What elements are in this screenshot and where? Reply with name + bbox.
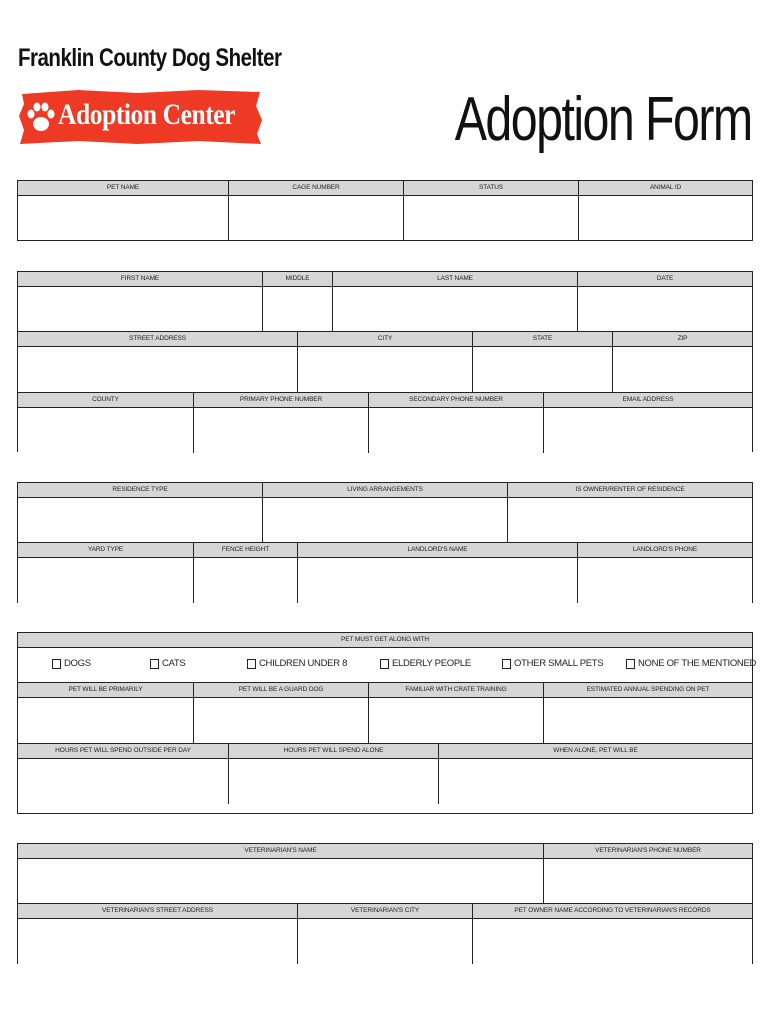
zip-label: ZIP	[613, 332, 752, 347]
primarily-field[interactable]	[18, 698, 193, 743]
first-name-field[interactable]	[18, 287, 262, 331]
residence-type-label: RESIDENCE TYPE	[18, 483, 262, 498]
hours-alone-field[interactable]	[229, 759, 438, 804]
first-name-label: FIRST NAME	[18, 272, 262, 287]
status-label: STATUS	[404, 181, 578, 196]
date-field[interactable]	[578, 287, 752, 331]
annual-spending-cell	[544, 683, 752, 743]
landlord-name-field[interactable]	[298, 558, 577, 603]
email-field[interactable]	[544, 408, 752, 453]
living-arrangements-field[interactable]	[263, 498, 507, 542]
secondary-phone-field[interactable]	[369, 408, 543, 453]
pet-owner-name-cell	[473, 904, 752, 964]
option-dogs[interactable]	[52, 658, 91, 669]
elderly-label: ELDERLY PEOPLE	[392, 658, 471, 669]
pet-owner-name-label: PET OWNER NAME ACCORDING TO VETERINARIAN'S RECORDS	[473, 904, 752, 919]
guard-dog-cell	[194, 683, 369, 743]
children-checkbox[interactable]	[247, 659, 256, 669]
compatibility-section	[17, 632, 757, 814]
yard-type-label: YARD TYPE	[18, 543, 193, 558]
primarily-label: PET WILL BE PRIMARILY	[18, 683, 193, 698]
option-none[interactable]	[626, 658, 756, 669]
owner-renter-field[interactable]	[508, 498, 752, 542]
county-cell	[18, 393, 194, 453]
vet-name-field[interactable]	[18, 859, 543, 903]
zip-field[interactable]	[613, 347, 752, 392]
owner-renter-cell	[508, 483, 752, 542]
street-address-label: STREET ADDRESS	[18, 332, 297, 347]
middle-cell	[263, 272, 333, 331]
state-field[interactable]	[473, 347, 612, 392]
last-name-field[interactable]	[333, 287, 577, 331]
last-name-label: LAST NAME	[333, 272, 577, 287]
shelter-name: Franklin County Dog Shelter	[18, 44, 282, 72]
owner-renter-label: IS OWNER/RENTER OF RESIDENCE	[508, 483, 752, 498]
banner-text: Adoption Center	[58, 98, 236, 131]
vet-city-cell	[298, 904, 473, 964]
pet-name-field[interactable]	[18, 196, 228, 240]
vet-street-cell	[18, 904, 298, 964]
yard-type-cell	[18, 543, 194, 603]
hours-alone-cell	[229, 744, 439, 804]
form-title: Adoption Form	[455, 85, 752, 154]
landlord-phone-field[interactable]	[578, 558, 752, 603]
cats-checkbox[interactable]	[150, 659, 159, 669]
vet-phone-label: VETERINARIAN'S PHONE NUMBER	[544, 844, 752, 859]
primary-phone-label: PRIMARY PHONE NUMBER	[194, 393, 368, 408]
vet-phone-field[interactable]	[544, 859, 752, 903]
crate-training-label: FAMILIAR WITH CRATE TRAINING	[369, 683, 543, 698]
small-pets-label: OTHER SMALL PETS	[514, 658, 604, 669]
last-name-cell	[333, 272, 578, 331]
date-cell	[578, 272, 752, 331]
cats-label: CATS	[162, 658, 186, 669]
zip-cell	[613, 332, 752, 392]
street-address-cell	[18, 332, 298, 392]
status-field[interactable]	[404, 196, 578, 240]
animal-id-cell	[579, 181, 752, 240]
pet-name-label: PET NAME	[18, 181, 228, 196]
dogs-checkbox[interactable]	[52, 659, 61, 669]
dogs-label: DOGS	[64, 658, 91, 669]
street-address-field[interactable]	[18, 347, 297, 392]
option-elderly[interactable]	[380, 658, 471, 669]
none-checkbox[interactable]	[626, 659, 635, 669]
when-alone-label: WHEN ALONE, PET WILL BE	[439, 744, 752, 759]
vet-street-field[interactable]	[18, 919, 297, 964]
option-small-pets[interactable]	[502, 658, 603, 669]
pet-info-section	[17, 180, 753, 241]
option-cats[interactable]	[150, 658, 185, 669]
county-field[interactable]	[18, 408, 193, 453]
cage-number-field[interactable]	[229, 196, 403, 240]
animal-id-field[interactable]	[579, 196, 752, 240]
vet-city-field[interactable]	[298, 919, 472, 964]
living-arrangements-cell	[263, 483, 508, 542]
first-name-cell	[18, 272, 263, 331]
vet-phone-cell	[544, 844, 752, 903]
city-cell	[298, 332, 473, 392]
cage-number-cell	[229, 181, 404, 240]
yard-type-field[interactable]	[18, 558, 193, 603]
hours-alone-label: HOURS PET WILL SPEND ALONE	[229, 744, 438, 759]
email-cell	[544, 393, 752, 453]
children-label: CHILDREN UNDER 8	[259, 658, 348, 669]
when-alone-field[interactable]	[439, 759, 752, 804]
county-label: COUNTY	[18, 393, 193, 408]
vet-name-cell	[18, 844, 544, 903]
date-label: DATE	[578, 272, 752, 287]
fence-height-label: FENCE HEIGHT	[194, 543, 297, 558]
residence-type-cell	[18, 483, 263, 542]
hours-outside-field[interactable]	[18, 759, 228, 804]
secondary-phone-label: SECONDARY PHONE NUMBER	[369, 393, 543, 408]
hours-outside-cell	[18, 744, 229, 804]
vet-name-label: VETERINARIAN'S NAME	[18, 844, 543, 859]
middle-field[interactable]	[263, 287, 332, 331]
primarily-cell	[18, 683, 194, 743]
city-label: CITY	[298, 332, 472, 347]
adoption-center-banner	[18, 88, 264, 146]
fence-height-cell	[194, 543, 298, 603]
email-label: EMAIL ADDRESS	[544, 393, 752, 408]
annual-spending-field[interactable]	[544, 698, 752, 743]
state-label: STATE	[473, 332, 612, 347]
primary-phone-field[interactable]	[194, 408, 368, 453]
landlord-name-cell	[298, 543, 578, 603]
crate-training-cell	[369, 683, 544, 743]
when-alone-cell	[439, 744, 752, 804]
crate-training-field[interactable]	[369, 698, 543, 743]
living-arrangements-label: LIVING ARRANGEMENTS	[263, 483, 507, 498]
pet-name-cell	[18, 181, 229, 240]
residence-section	[17, 482, 753, 603]
state-cell	[473, 332, 613, 392]
landlord-phone-label: LANDLORD'S PHONE	[578, 543, 752, 558]
get-along-heading: PET MUST GET ALONG WITH	[18, 633, 752, 648]
guard-dog-field[interactable]	[194, 698, 368, 743]
elderly-checkbox[interactable]	[380, 659, 389, 669]
guard-dog-label: PET WILL BE A GUARD DOG	[194, 683, 368, 698]
paw-print-icon	[26, 100, 56, 134]
cage-number-label: CAGE NUMBER	[229, 181, 403, 196]
vet-city-label: VETERINARIAN'S CITY	[298, 904, 472, 919]
get-along-options	[18, 648, 757, 683]
none-label: NONE OF THE MENTIONED	[638, 658, 757, 669]
owner-info-section	[17, 271, 753, 452]
annual-spending-label: ESTIMATED ANNUAL SPENDING ON PET	[544, 683, 752, 698]
small-pets-checkbox[interactable]	[502, 659, 511, 669]
vet-street-label: VETERINARIAN'S STREET ADDRESS	[18, 904, 297, 919]
option-children[interactable]	[247, 658, 347, 669]
city-field[interactable]	[298, 347, 472, 392]
fence-height-field[interactable]	[194, 558, 297, 603]
primary-phone-cell	[194, 393, 369, 453]
residence-type-field[interactable]	[18, 498, 262, 542]
hours-outside-label: HOURS PET WILL SPEND OUTSIDE PER DAY	[18, 744, 228, 759]
landlord-name-label: LANDLORD'S NAME	[298, 543, 577, 558]
pet-owner-name-field[interactable]	[473, 919, 752, 964]
middle-label: MIDDLE	[263, 272, 332, 287]
status-cell	[404, 181, 579, 240]
veterinarian-section	[17, 843, 753, 964]
secondary-phone-cell	[369, 393, 544, 453]
animal-id-label: ANIMAL ID	[579, 181, 752, 196]
landlord-phone-cell	[578, 543, 752, 603]
